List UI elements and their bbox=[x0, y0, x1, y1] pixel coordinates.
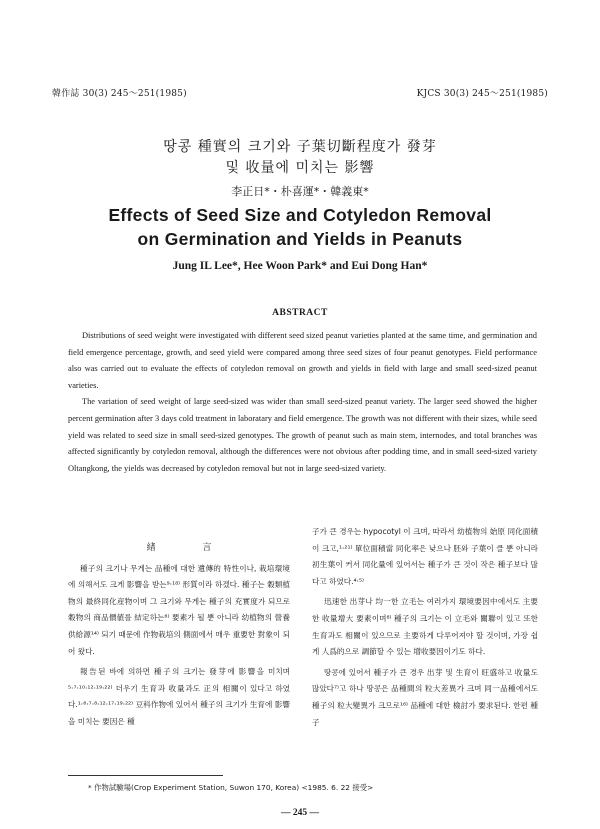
abstract-heading: ABSTRACT bbox=[272, 308, 328, 318]
english-title-line-2: on Germination and Yields in Peanuts bbox=[137, 229, 463, 249]
korean-title-line-1: 땅콩 種實의 크기와 子葉切斷程度가 發芽 bbox=[163, 139, 437, 155]
english-title-line-1: Effects of Seed Size and Cotyledon Removal bbox=[108, 205, 492, 225]
right-column bbox=[312, 524, 538, 731]
footnote-divider bbox=[68, 775, 223, 776]
affiliation-footnote: * 作物試驗場(Crop Experiment Station, Suwon 170, Korea) <1985. 6. 22 接受> bbox=[88, 783, 374, 792]
page-number: — 245 — bbox=[281, 808, 319, 818]
right-paragraph-2: 迅速한 出芽나 均一한 立毛는 여러가지 環境要因中에서도 主要한 收量增大 要素이며⁸⁾ 種子의 크기는 이 立毛와 關聯이 있고 또한 生育과도 相關이 있으므로 主要하게 다루어져야 할 것이며, 가장 쉽게 人爲的으로 調節할 수 있는 增收要因이기도 하다. bbox=[312, 597, 538, 657]
right-paragraph-1: 子가 큰 경우는 hypocotyl 이 크며, 따라서 幼植物의 始原 同化面積이 크고,¹·²¹⁾ 單位面積當 同化率은 낮으나 胚와 子葉이 클 뿐 아니라 初生葉이 커서 同化量에 있어서는 種子가 큰 것이 작은 種子보다 많다고 하였다.⁴·⁵⁾ bbox=[312, 527, 538, 586]
journal-citation-korean: 韓作誌 30(3) 245～251(1985) bbox=[52, 89, 187, 99]
introduction-paragraph-1: 種子의 크기나 무게는 品種에 대한 遺傳的 特性이나, 栽培環境에 의해서도 크게 影響을 받는⁹·¹⁸⁾ 形質이라 하겠다. 種子는 穀類植物의 最終同化産物이며 그 크기와 무게는 種子의 充實度가 되므로 穀物의 商品價値를 結定하는⁶⁾ 要素가 될 뿐 아니라 幼植物의 營養供給源¹⁴⁾ 되기 때문에 作物栽培의 側面에서 매우 重要한 對象이 되어 왔다. bbox=[68, 563, 290, 656]
korean-authors: 李正日*・朴喜運*・韓義東* bbox=[231, 185, 369, 198]
abstract-paragraph-2: The variation of seed weight of large seed-sized was wider than small seed-sized peanut variety. The larger seed showed the higher percent germination after 3 days cold treatment in laboratary and field emergence. The growth was not different with their sizes, while seed yield was related to seed size in small seed-sized genotypes. The growth of peanut such as main stem, internodes, and total branches was affected significantly by cotyledon removal, although the differences were not obvious after podding time, and in small seed-sized variety Oltangkong, the yields was decreased by cotyledon removal but not in large seed-sized variety. bbox=[68, 397, 537, 473]
journal-citation-english: KJCS 30(3) 245～251(1985) bbox=[416, 89, 548, 99]
english-authors: Jung IL Lee*, Hee Woon Park* and Eui Dong Han* bbox=[172, 260, 428, 272]
abstract-body bbox=[68, 328, 537, 477]
korean-title-line-2: 및 收量에 미치는 影響 bbox=[225, 160, 375, 176]
introduction-heading: 緖 言 bbox=[146, 543, 234, 553]
left-column bbox=[68, 540, 290, 731]
right-paragraph-3: 땅콩에 있어서 種子가 큰 경우 出芽 및 生育이 旺盛하고 收量도 많았다⁷⁾고 하나 땅콩은 品種間의 粒大差異가 크며 同一品種에서도 種子의 粒大變異가 크므로¹⁶⁾ 品種에 대한 檢討가 要求된다. 한편 種子 bbox=[312, 667, 538, 727]
abstract-paragraph-1: Distributions of seed weight were investigated with different seed sized peanut varieties planted at the same time, and germination and field emergence percentage, growth, and seed yield were compared among three seed sizes of four peanut genotypes. Field performance also was carried out to evaluate the effects of cotyledon removal on growth and yields in field with large and small seed-sized peanut varieties. bbox=[68, 331, 537, 390]
introduction-paragraph-2: 報告된 바에 의하면 種子의 크기는 發芽에 影響을 미치며⁵·⁷·¹⁰·¹²·¹⁹·²²⁾ 더우기 生育과 收量과도 正의 相關이 있다고 하였다.¹·⁶·⁷·⁸·¹²·¹⁷·¹⁹·²²⁾ 豆科作物에 있어서 種子의 크기가 生育에 影響을 미치는 要因은 種 bbox=[68, 667, 290, 726]
